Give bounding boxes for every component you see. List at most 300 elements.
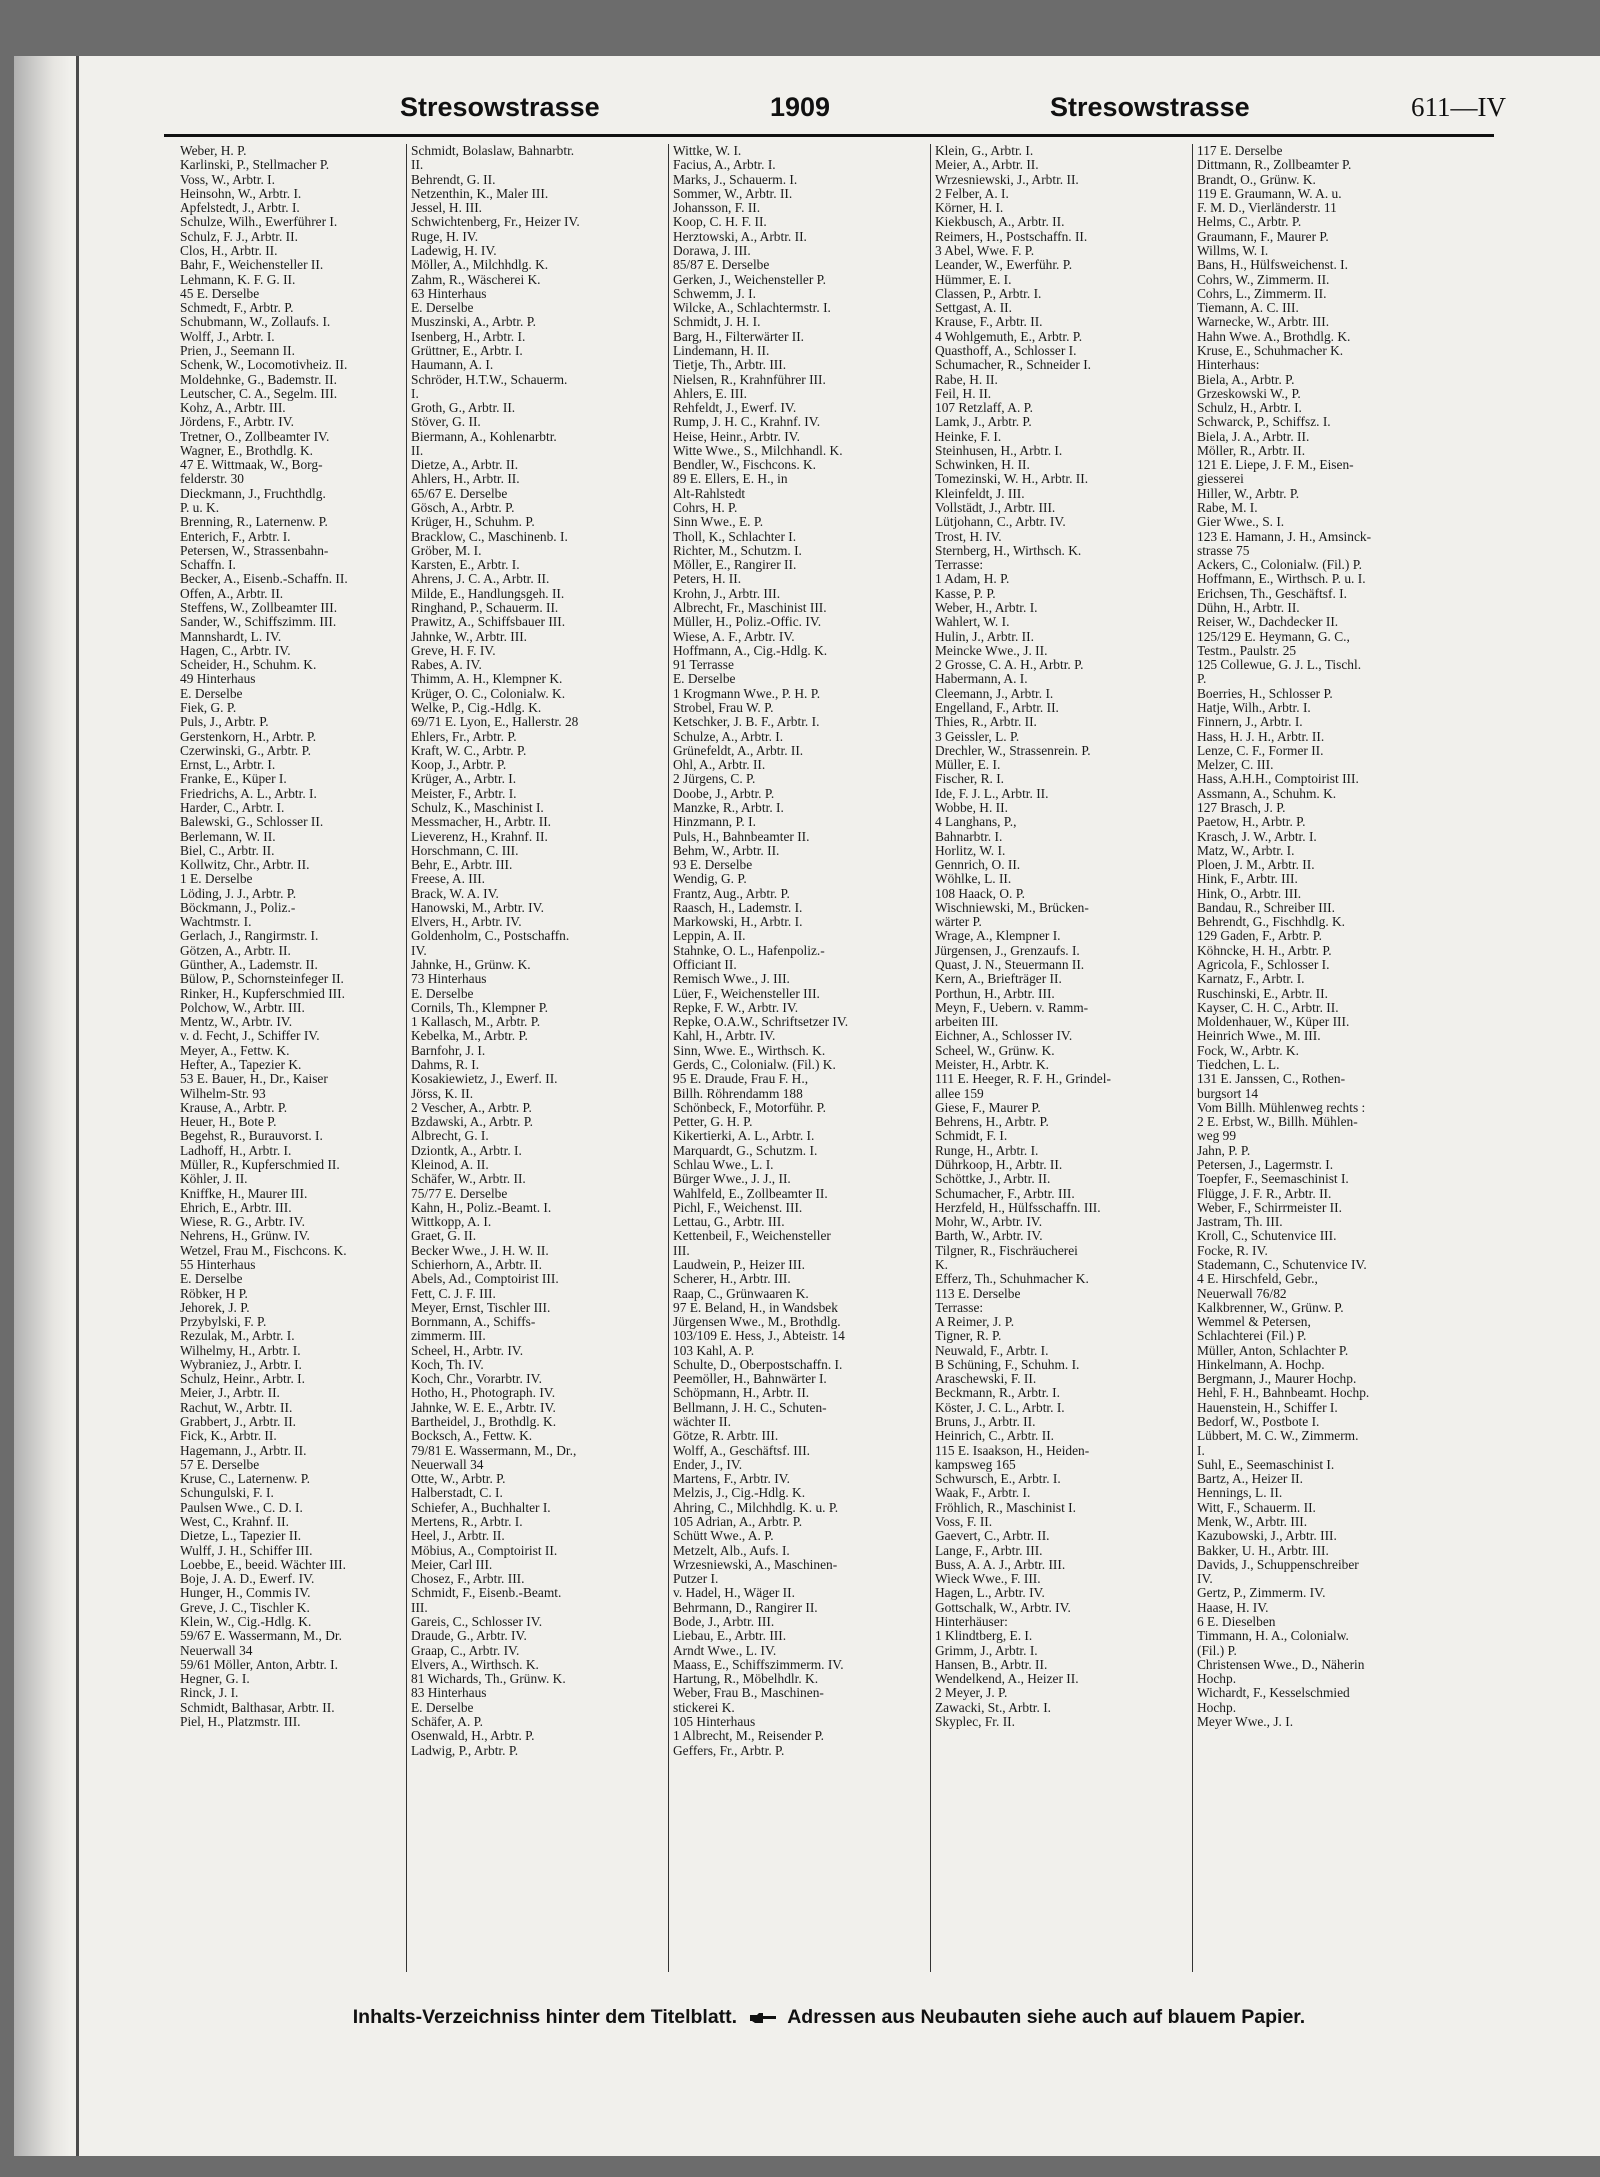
directory-entry: Kollwitz, Chr., Arbtr. II. (180, 858, 310, 873)
directory-entry: Dietze, A., Arbtr. II. (411, 458, 519, 473)
directory-entry: Schulte, D., Oberpostschaffn. I. (673, 1357, 843, 1372)
directory-entry: Tomezinski, W. H., Arbtr. II. (935, 472, 1089, 487)
directory-entry: Otte, W., Arbtr. P. (411, 1472, 506, 1487)
directory-entry: Neuerwall 76/82 (1197, 1286, 1287, 1301)
directory-entry: Biela, A., Arbtr. P. (1197, 372, 1295, 387)
directory-entry: Wetzel, Frau M., Fischcons. K. (180, 1243, 347, 1258)
directory-entry: Horlitz, W. I. (935, 843, 1006, 858)
directory-entry: Heinrich Wwe., M. III. (1197, 1029, 1321, 1044)
directory-entry: Klein, W., Cig.-Hdlg. K. (180, 1614, 312, 1629)
directory-entry: Bergmann, J., Maurer Hochp. (1197, 1372, 1357, 1387)
directory-entry: 83 Hinterhaus (411, 1686, 487, 1701)
directory-entry: Moldenhauer, W., Küper III. (1197, 1015, 1350, 1030)
directory-entry: Ide, F. J. L., Arbtr. II. (935, 786, 1049, 801)
column-1 (180, 144, 402, 1966)
directory-entry: Ernst, L., Arbtr. I. (180, 758, 276, 773)
directory-entry: Wrzesniewski, J., Arbtr. II. (935, 172, 1079, 187)
directory-entry: Buss, A. A. J., Arbtr. III. (935, 1557, 1066, 1572)
directory-entry: Bendler, W., Fischcons. K. (673, 458, 817, 473)
directory-entry: Wischniewski, M., Brücken- (935, 900, 1089, 915)
directory-entry: 73 Hinterhaus (411, 972, 487, 987)
directory-entry: Manzke, R., Arbtr. I. (673, 800, 784, 815)
directory-entry: Karsten, E., Arbtr. I. (411, 558, 520, 573)
directory-entry: Behrens, H., Arbtr. P. (935, 1115, 1049, 1130)
directory-entry: Neuerwall 34 (411, 1457, 484, 1472)
directory-entry: Herztowski, A., Arbtr. II. (673, 229, 807, 244)
directory-entry: Leander, W., Ewerführ. P. (935, 258, 1073, 273)
directory-entry: Schmidt, F., Eisenb.-Beamt. (411, 1586, 562, 1601)
directory-entry: Albrecht, G. I. (411, 1129, 489, 1144)
directory-entry: Geffers, Fr., Arbtr. P. (673, 1743, 785, 1758)
directory-entry: Leutscher, C. A., Segelm. III. (180, 386, 338, 401)
directory-entry: Löding, J. J., Arbtr. P. (180, 886, 297, 901)
directory-entry: Sommer, W., Arbtr. II. (673, 186, 793, 201)
directory-entry: Karnatz, F., Arbtr. I. (1197, 972, 1305, 987)
directory-entry: Fiek, G. P. (180, 700, 237, 715)
directory-entry: Bracklow, C., Maschinenb. I. (411, 529, 568, 544)
directory-entry: Hinzmann, P. I. (673, 815, 756, 830)
directory-entry: Stöver, G. II. (411, 415, 481, 430)
directory-entry: Sinn, Wwe. E., Wirthsch. K. (673, 1043, 826, 1058)
directory-entry: Wemmel & Petersen, (1197, 1315, 1311, 1330)
directory-entry: Witte Wwe., S., Milchhandl. K. (673, 443, 843, 458)
directory-entry: burgsort 14 (1197, 1086, 1259, 1101)
directory-entry: Marquardt, G., Schutzm. I. (673, 1143, 818, 1158)
directory-entry: Scheider, H., Schuhm. K. (180, 658, 317, 673)
directory-entry: 125/129 E. Heymann, G. C., (1197, 629, 1350, 644)
directory-entry: Quasthoff, A., Schlosser I. (935, 343, 1077, 358)
directory-entry: Bartz, A., Heizer II. (1197, 1472, 1303, 1487)
directory-entry: Haase, H. IV. (1197, 1600, 1269, 1615)
directory-entry: Wrzesniewski, A., Maschinen- (673, 1557, 838, 1572)
directory-entry: Efferz, Th., Schuhmacher K. (935, 1272, 1089, 1287)
directory-entry: Kazubowski, J., Arbtr. III. (1197, 1529, 1337, 1544)
directory-entry: Wiese, A. F., Arbtr. IV. (673, 629, 795, 644)
directory-entry: Albrecht, Fr., Maschinist III. (673, 601, 827, 615)
header-rule (164, 134, 1494, 137)
directory-entry: Terrasse: (935, 1300, 984, 1315)
directory-entry: Schulze, Wilh., Ewerführer I. (180, 215, 338, 230)
directory-entry: Hink, F., Arbtr. III. (1197, 872, 1298, 887)
footer-index-note: Inhalts-Verzeichniss hinter dem Titelblatt. (352, 2006, 738, 2028)
directory-entry: Schwichtenberg, Fr., Heizer IV. (411, 215, 580, 230)
directory-entry: Meincke Wwe., J. II. (935, 643, 1048, 658)
directory-entry: Müller, E. I. (935, 758, 1001, 773)
directory-entry: 108 Haack, O. P. (935, 886, 1025, 901)
directory-entry: Ladwig, P., Arbtr. P. (411, 1743, 519, 1758)
directory-entry: Schmidt, J. H. I. (673, 315, 761, 330)
directory-entry: Brack, W. A. IV. (411, 886, 499, 901)
directory-entry: 4 E. Hirschfeld, Gebr., (1197, 1272, 1318, 1287)
header-street-right: Stresowstrasse (1050, 92, 1250, 122)
directory-entry: Kleinod, A. II. (411, 1157, 489, 1172)
directory-entry: Tiedchen, L. L. (1197, 1058, 1280, 1072)
directory-entry: Fock, W., Arbtr. K. (1197, 1043, 1299, 1058)
directory-entry: Meyer Wwe., J. I. (1197, 1714, 1294, 1729)
directory-entry: Osenwald, H., Arbtr. P. (411, 1729, 535, 1744)
directory-entry: Helms, C., Arbtr. P. (1197, 215, 1302, 230)
directory-entry: Kniffke, H., Maurer III. (180, 1186, 308, 1201)
column-divider (1192, 144, 1193, 1972)
column-4 (935, 144, 1187, 1966)
directory-entry: Nielsen, R., Krahnführer III. (673, 372, 826, 387)
directory-entry: Schwemm, J. I. (673, 286, 756, 301)
directory-entry: 2 Felber, A. I. (935, 186, 1009, 201)
directory-entry: P. (1197, 672, 1207, 687)
directory-entry: Steinhusen, H., Arbtr. I. (935, 443, 1063, 458)
directory-entry: Kiekbusch, A., Arbtr. II. (935, 215, 1065, 230)
directory-entry: Hoffmann, A., Cig.-Hdlg. K. (673, 643, 828, 658)
directory-entry: B Schüning, F., Schuhm. I. (935, 1357, 1080, 1372)
directory-entry: Gennrich, O. II. (935, 858, 1021, 873)
directory-entry: Bülow, P., Schornsteinfeger II. (180, 972, 344, 987)
directory-entry: Jürgensen, J., Grenzaufs. I. (935, 943, 1080, 958)
directory-entry: Polchow, W., Arbtr. III. (180, 1000, 305, 1015)
directory-entry: Richter, M., Schutzm. I. (673, 543, 802, 558)
directory-entry: 2 Meyer, J. P. (935, 1686, 1008, 1701)
directory-entry: Kohz, A., Arbtr. III. (180, 401, 286, 416)
directory-entry: stickerei K. (673, 1700, 735, 1715)
directory-entry: Rehfeldt, J., Ewerf. IV. (673, 401, 797, 416)
directory-entry: Boje, J. A. D., Ewerf. IV. (180, 1572, 315, 1587)
directory-entry: allee 159 (935, 1086, 984, 1101)
directory-entry: Begehst, R., Burauvorst. I. (180, 1129, 323, 1144)
directory-entry: Kroll, C., Schutenvice III. (1197, 1229, 1337, 1244)
directory-entry: Kettenbeil, F., Weichensteller (673, 1229, 831, 1244)
directory-entry: Liebau, E., Arbtr. III. (673, 1629, 787, 1644)
directory-entry: Testm., Paulstr. 25 (1197, 643, 1297, 658)
directory-entry: Doobe, J., Arbtr. P. (673, 786, 775, 801)
directory-entry: Ehlers, Fr., Arbtr. P. (411, 729, 517, 744)
directory-entry: Ahring, C., Milchhdlg. K. u. P. (673, 1500, 839, 1515)
directory-entry: Clos, H., Arbtr. II. (180, 243, 278, 258)
directory-entry: Hehl, F. H., Bahnbeamt. Hochp. (1197, 1386, 1370, 1401)
directory-entry: Becker, A., Eisenb.-Schaffn. II. (180, 572, 348, 587)
directory-entry: Martens, F., Arbtr. IV. (673, 1472, 790, 1487)
directory-entry: 2 E. Erbst, W., Billh. Mühlen- (1197, 1115, 1358, 1130)
column-divider (406, 144, 407, 1972)
running-header (130, 92, 1506, 136)
directory-entry: Franke, E., Küper I. (180, 772, 287, 787)
directory-entry: 53 E. Bauer, H., Dr., Kaiser (180, 1072, 328, 1087)
directory-entry: Sinn Wwe., E. P. (673, 515, 764, 530)
directory-entry: Jastram, Th. III. (1197, 1215, 1283, 1230)
directory-entry: Hoffmann, E., Wirthsch. P. u. I. (1197, 572, 1366, 587)
directory-entry: Schönbeck, F., Motorführ. P. (673, 1100, 826, 1115)
directory-entry: 1 Krogmann Wwe., P. H. P. (673, 686, 821, 701)
directory-entry: Neuwald, F., Arbtr. I. (935, 1343, 1049, 1358)
directory-entry: Schwarck, P., Schiffsz. I. (1197, 415, 1331, 430)
directory-entry: Grüttner, E., Arbtr. I. (411, 343, 523, 358)
directory-entry: Weber, Frau B., Maschinen- (673, 1686, 824, 1701)
directory-entry: Bandau, R., Schreiber III. (1197, 900, 1335, 915)
directory-entry: Kraft, W. C., Arbtr. P. (411, 743, 527, 758)
directory-entry: Schütt Wwe., A. P. (673, 1529, 774, 1544)
directory-entry: Messmacher, H., Arbtr. II. (411, 815, 552, 830)
directory-entry: Hauenstein, H., Schiffer I. (1197, 1400, 1338, 1415)
directory-entry: Timmann, H. A., Colonialw. (1197, 1629, 1349, 1644)
directory-entry: Böckmann, J., Poliz.- (180, 900, 296, 915)
directory-entry: Tilgner, R., Fischräucherei (935, 1243, 1078, 1258)
directory-entry: Weber, F., Schirrmeister II. (1197, 1200, 1342, 1215)
directory-entry: Günther, A., Lademstr. II. (180, 958, 318, 973)
directory-entry: 4 Wohlgemuth, E., Arbtr. P. (935, 329, 1083, 344)
directory-entry: Krüger, A., Arbtr. I. (411, 772, 517, 787)
directory-entry: Köhncke, H. H., Arbtr. P. (1197, 943, 1332, 958)
directory-entry: Przybylski, F. P. (180, 1315, 267, 1330)
directory-entry: Porthun, H., Arbtr. III. (935, 986, 1055, 1001)
directory-entry: Möller, E., Rangirer II. (673, 558, 797, 573)
directory-entry: Johansson, F. II. (673, 201, 761, 216)
directory-entry: Lehmann, K. F. G. II. (180, 272, 296, 287)
directory-entry: Bornmann, A., Schiffs- (411, 1315, 536, 1330)
directory-entry: Moldehnke, G., Bademstr. II. (180, 372, 337, 387)
directory-entry: Mannshardt, L. IV. (180, 629, 282, 644)
directory-entry: Heinke, F. I. (935, 429, 1002, 444)
directory-entry: Schulz, Heinr., Arbtr. I. (180, 1372, 305, 1387)
directory-entry: Dittmann, R., Zollbeamter P. (1197, 158, 1352, 173)
directory-entry: Engelland, F., Arbtr. II. (935, 700, 1059, 715)
directory-entry: Schmidt, F. I. (935, 1129, 1008, 1144)
directory-entry: Brenning, R., Laternenw. P. (180, 515, 328, 530)
directory-entry: Hochp. (1197, 1700, 1237, 1715)
directory-entry: 47 E. Wittmaak, W., Borg- (180, 458, 323, 473)
directory-entry: E. Derselbe (411, 301, 474, 316)
directory-entry: Hiller, W., Arbtr. P. (1197, 486, 1300, 501)
directory-entry: Bartheidel, J., Brothdlg. K. (411, 1415, 557, 1430)
directory-entry: Enterich, F., Arbtr. I. (180, 529, 291, 544)
directory-entry: Hinterhaus: (1197, 358, 1260, 373)
directory-entry: Cohrs, L., Zimmerm. II. (1197, 286, 1327, 301)
directory-entry: Prawitz, A., Schiffsbauer III. (411, 615, 566, 630)
directory-entry: 105 Adrian, A., Arbtr. P. (673, 1515, 803, 1529)
column-3 (673, 144, 925, 1966)
pointing-hand-icon (749, 2012, 777, 2024)
directory-entry: 55 Hinterhaus (180, 1257, 256, 1272)
directory-entry: Piel, H., Platzmstr. III. (180, 1714, 301, 1729)
directory-entry: Meister, F., Arbtr. I. (411, 786, 517, 801)
directory-entry: Wachtmstr. I. (180, 915, 252, 930)
directory-entry: Fröhlich, R., Maschinist I. (935, 1500, 1076, 1515)
directory-entry: Meister, H., Arbtr. K. (935, 1058, 1050, 1072)
directory-entry: Scherer, H., Arbtr. III. (673, 1272, 791, 1287)
directory-entry: Becker Wwe., J. H. W. II. (411, 1243, 549, 1258)
directory-entry: Cleemann, J., Arbtr. I. (935, 686, 1054, 701)
directory-entry: Möller, R., Arbtr. II. (1197, 443, 1306, 458)
directory-entry: Heinrich, C., Arbtr. II. (935, 1429, 1055, 1444)
directory-entry: III. (673, 1243, 690, 1258)
directory-entry: 95 E. Draude, Frau F. H., (673, 1072, 809, 1087)
directory-entry: Hefter, A., Tapezier K. (180, 1058, 302, 1072)
directory-entry: Schulz, K., Maschinist I. (411, 800, 544, 815)
directory-entry: 123 E. Hamann, J. H., Amsinck- (1197, 529, 1372, 544)
directory-entry: Schulz, H., Arbtr. I. (1197, 401, 1302, 416)
directory-entry: Voss, W., Arbtr. I. (180, 172, 275, 187)
directory-entry: Biel, C., Arbtr. II. (180, 843, 275, 858)
directory-entry: Koch, Th. IV. (411, 1357, 484, 1372)
directory-entry: Metzelt, Alb., Aufs. I. (673, 1543, 790, 1558)
directory-entry: Rabe, H. II. (935, 372, 998, 387)
directory-entry: Bahr, F., Weichensteller II. (180, 258, 324, 273)
directory-entry: Wilhelm-Str. 93 (180, 1086, 266, 1101)
directory-entry: Hartung, R., Möbelhdlr. K. (673, 1672, 819, 1687)
directory-entry: Heise, Heinr., Arbtr. IV. (673, 429, 800, 444)
directory-entry: Hansen, B., Arbtr. II. (935, 1657, 1048, 1672)
directory-entry: IV. (411, 943, 427, 958)
directory-entry: Freese, A. III. (411, 872, 485, 887)
directory-entry: Meier, Carl III. (411, 1557, 493, 1572)
footer-newbuild-note: Adressen aus Neubauten siehe auch auf blauem Papier. (787, 2006, 1306, 2028)
directory-entry: Puls, J., Arbtr. P. (180, 715, 269, 730)
directory-entry: Hunger, H., Commis IV. (180, 1586, 311, 1601)
directory-entry: Schlau Wwe., L. I. (673, 1157, 774, 1172)
directory-entry: Rabe, M. I. (1197, 501, 1258, 516)
directory-entry: Scheel, W., Grünw. K. (935, 1043, 1055, 1058)
directory-entry: Abels, Ad., Comptoirist III. (411, 1272, 559, 1287)
directory-entry: Kern, A., Briefträger II. (935, 972, 1062, 987)
directory-entry: Quast, J. N., Steuermann II. (935, 958, 1085, 973)
directory-entry: Waak, F., Arbtr. I. (935, 1486, 1031, 1501)
directory-entry: Schiefer, A., Buchhalter I. (411, 1500, 551, 1515)
directory-entry: 45 E. Derselbe (180, 286, 260, 301)
directory-entry: Hagen, L., Arbtr. IV. (935, 1586, 1045, 1601)
directory-entry: Frantz, Aug., Arbtr. P. (673, 886, 790, 901)
directory-entry: Lange, F., Arbtr. III. (935, 1543, 1043, 1558)
directory-entry: Karlinski, P., Stellmacher P. (180, 158, 330, 173)
directory-entry: 117 E. Derselbe (1197, 144, 1283, 158)
directory-entry: Thies, R., Arbtr. II. (935, 715, 1037, 730)
directory-entry: Muszinski, A., Arbtr. P. (411, 315, 536, 330)
directory-entry: Bahnarbtr. I. (935, 829, 1003, 844)
directory-entry: arbeiten III. (935, 1015, 999, 1030)
directory-entry: Bans, H., Hülfsweichenst. I. (1197, 258, 1348, 273)
directory-entry: Schumacher, F., Arbtr. III. (935, 1186, 1075, 1201)
directory-entry: Behm, W., Arbtr. II. (673, 843, 780, 858)
directory-entry: 1 Albrecht, M., Reisender P. (673, 1729, 824, 1744)
directory-entry: Hass, H. J. H., Arbtr. II. (1197, 729, 1325, 744)
directory-entry: Behrmann, D., Rangirer II. (673, 1600, 818, 1615)
directory-entry: Körner, H. I. (935, 201, 1004, 216)
directory-entry: felderstr. 30 (180, 472, 244, 487)
directory-entry: Kahn, H., Poliz.-Beamt. I. (411, 1200, 552, 1215)
directory-entry: Stahnke, O. L., Hafenpoliz.- (673, 943, 825, 958)
directory-entry: Ahrens, J. C. A., Arbtr. II. (411, 572, 550, 587)
directory-entry: F. M. D., Vierländerstr. 11 (1197, 201, 1337, 216)
directory-entry: 115 E. Isaakson, H., Heiden- (935, 1443, 1090, 1458)
directory-entry: Lübbert, M. C. W., Zimmerm. (1197, 1429, 1359, 1444)
directory-entry: Finnern, J., Arbtr. I. (1197, 715, 1303, 730)
directory-entry: Stademann, C., Schutenvice IV. (1197, 1257, 1367, 1272)
directory-entry: Hagen, C., Arbtr. IV. (180, 643, 291, 658)
directory-entry: 121 E. Liepe, J. F. M., Eisen- (1197, 458, 1354, 473)
directory-entry: Horschmann, C. III. (411, 843, 519, 858)
directory-entry: Jehorek, J. P. (180, 1300, 250, 1315)
directory-entry: Reimers, H., Postschaffn. II. (935, 229, 1088, 244)
directory-entry: Reiser, W., Dachdecker II. (1197, 615, 1339, 630)
directory-entry: Götzen, A., Arbtr. II. (180, 943, 291, 958)
directory-entry: Focke, R. IV. (1197, 1243, 1268, 1258)
directory-entry: Wieck Wwe., F. III. (935, 1572, 1041, 1587)
directory-entry: Kasse, P. P. (935, 586, 996, 601)
directory-entry: Biela, J. A., Arbtr. II. (1197, 429, 1310, 444)
directory-entry: Krohn, J., Arbtr. III. (673, 586, 781, 601)
directory-entry: Lüer, F., Weichensteller III. (673, 986, 820, 1001)
directory-entry: Paulsen Wwe., C. D. I. (180, 1500, 303, 1515)
directory-entry: Weber, H. P. (180, 144, 247, 158)
directory-entry: Weber, H., Arbtr. I. (935, 601, 1038, 615)
directory-entry: Grimm, J., Arbtr. I. (935, 1643, 1038, 1658)
directory-entry: Sternberg, H., Wirthsch. K. (935, 543, 1082, 558)
directory-entry: Meyn, F., Uebern. v. Ramm- (935, 1000, 1089, 1015)
directory-entry: Bellmann, J. H. C., Schuten- (673, 1400, 827, 1415)
directory-entry: Schmidt, Bolaslaw, Bahnarbtr. (411, 144, 575, 158)
directory-entry: Steffens, W., Zollbeamter III. (180, 601, 338, 615)
directory-entry: West, C., Krahnf. II. (180, 1515, 289, 1529)
directory-entry: Schäfer, A. P. (411, 1714, 483, 1729)
directory-entry: Wrage, A., Klempner I. (935, 929, 1061, 944)
directory-entry: Apfelstedt, J., Arbtr. I. (180, 201, 300, 216)
directory-entry: Repke, F. W., Arbtr. IV. (673, 1000, 799, 1015)
directory-entry: Raap, C., Grünwaaren K. (673, 1286, 809, 1301)
directory-entry: Zahm, R., Wäscherei K. (411, 272, 541, 287)
directory-entry: 57 E. Derselbe (180, 1457, 260, 1472)
directory-entry: 129 Gaden, F., Arbtr. P. (1197, 929, 1323, 944)
directory-entry: A Reimer, J. P. (935, 1315, 1015, 1330)
directory-entry: Wilhelmy, H., Arbtr. I. (180, 1343, 301, 1358)
directory-entry: Mentz, W., Arbtr. IV. (180, 1015, 293, 1030)
directory-entry: 127 Brasch, J. P. (1197, 800, 1286, 815)
directory-entry: K. (935, 1257, 949, 1272)
directory-entry: Kebelka, M., Arbtr. P. (411, 1029, 528, 1044)
directory-entry: Hegner, G. I. (180, 1672, 250, 1687)
directory-entry: Schäfer, W., Arbtr. II. (411, 1172, 526, 1187)
directory-entry: II. (411, 443, 424, 458)
directory-entry: Hass, A.H.H., Comptoirist III. (1197, 772, 1359, 787)
directory-entry: Ladewig, H. IV. (411, 243, 497, 258)
directory-entry: Peters, H. II. (673, 572, 742, 587)
directory-entry: Rabes, A. IV. (411, 658, 482, 673)
directory-entry: Hennings, L. II. (1197, 1486, 1283, 1501)
directory-entry: Laudwein, P., Heizer III. (673, 1257, 805, 1272)
directory-entry: Grabbert, J., Arbtr. II. (180, 1415, 297, 1430)
directory-entry: Berlemann, W. II. (180, 829, 276, 844)
directory-entry: Dietze, L., Tapezier II. (180, 1529, 302, 1544)
directory-entry: 2 Grosse, C. A. H., Arbtr. P. (935, 658, 1084, 673)
directory-entry: Jahnke, W., Arbtr. III. (411, 629, 528, 644)
directory-entry: Jahn, P. P. (1197, 1143, 1251, 1158)
directory-entry: Vom Billh. Mühlenweg rechts : (1197, 1100, 1366, 1115)
directory-entry: Ender, J., IV. (673, 1457, 743, 1472)
directory-entry: Dühn, H., Arbtr. II. (1197, 601, 1300, 615)
directory-entry: Jürgensen Wwe., M., Brothdlg. (673, 1315, 841, 1330)
directory-entry: Bruns, J., Arbtr. II. (935, 1415, 1036, 1430)
directory-entry: Lamk, J., Arbtr. P. (935, 415, 1032, 430)
directory-entry: Röbker, H P. (180, 1286, 248, 1301)
directory-entry: kampsweg 165 (935, 1457, 1016, 1472)
directory-entry: Tretner, O., Zollbeamter IV. (180, 429, 330, 444)
directory-entry: Facius, A., Arbtr. I. (673, 158, 776, 173)
directory-entry: Flügge, J. F. R., Arbtr. II. (1197, 1186, 1332, 1201)
directory-entry: Gerds, C., Colonialw. (Fil.) K. (673, 1058, 836, 1072)
directory-entry: Petersen, J., Lagermstr. I. (1197, 1157, 1334, 1172)
directory-entry: Warnecke, W., Arbtr. III. (1197, 315, 1330, 330)
directory-entry: Haumann, A. I. (411, 358, 494, 373)
directory-entry: Krüger, H., Schuhm. P. (411, 515, 535, 530)
directory-entry: Lieverenz, H., Krahnf. II. (411, 829, 548, 844)
directory-entry: Wybraniez, J., Arbtr. I. (180, 1357, 302, 1372)
directory-entry: Biermann, A., Kohlenarbtr. (411, 429, 557, 444)
directory-entry: Welke, P., Cig.-Hdlg. K. (411, 700, 542, 715)
